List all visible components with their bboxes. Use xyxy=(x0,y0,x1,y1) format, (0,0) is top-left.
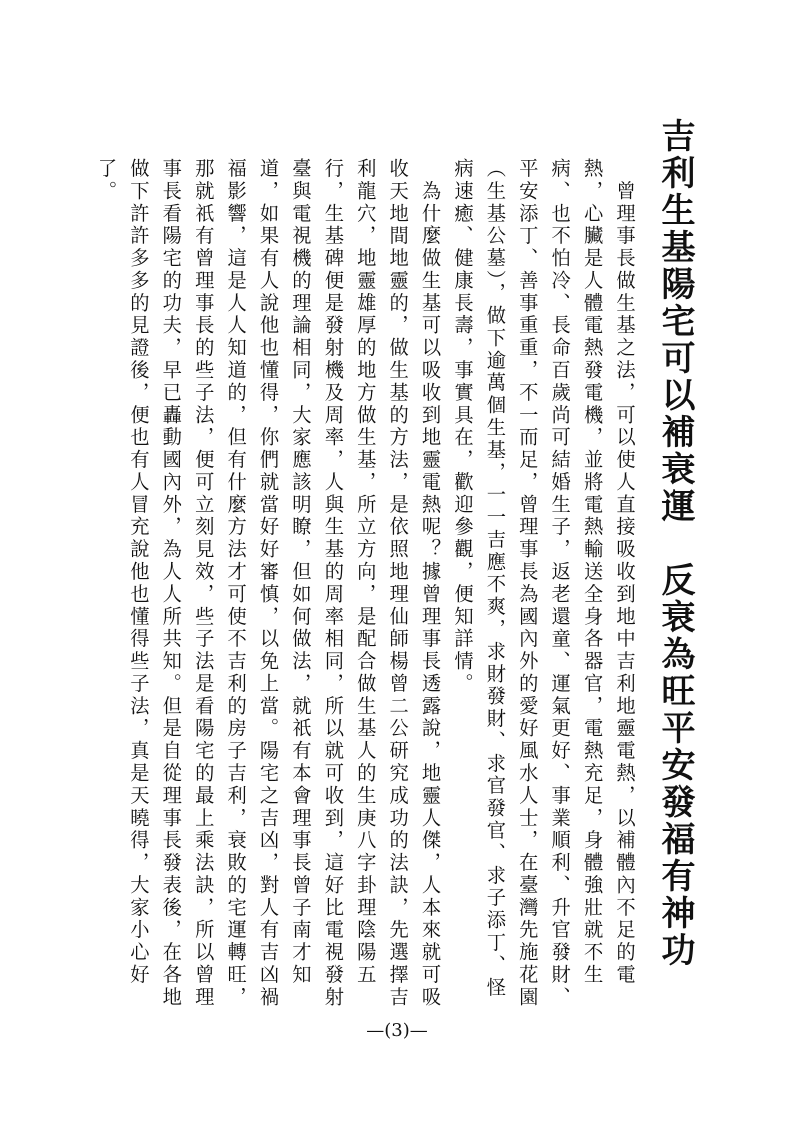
paragraph-1: 曾理事長做生基之法，可以使人直接吸收到地中吉利地靈電熱，以補體內不足的電熱，心臟是人體電熱發電機，並將電熱輸送全身各器官，電熱充足，身體強壯就不生病、也不怕冷、長命百歲尚可結婚生子，返老還童、運氣更好、事業順利、升官發財、平安添丁、善事重重，不一而足，曾理事長為國內外的愛好風水人士，在臺灣先施花園（生基公墓），做下逾萬個生基，一一吉應不爽，求財發財、求官發官、求子添丁、怪病速癒、健康長壽，事實具在，歡迎參觀，便知詳情。 xyxy=(450,158,636,1009)
page-number: —(3)— xyxy=(366,1020,428,1041)
paragraph-2: 為什麼做生基可以吸收到地靈電熱呢？據曾理事長透露說，地靈人傑，人本來就可吸收天地間地靈的，做生基的方法，是依照地理仙師楊曾二公研究成功的法訣，先選擇吉利龍穴，地靈雄厚的地方做生基，所立方向，是配合做生基人的生庚八字卦理陰陽五行，生基碑便是發射機及周率，人與生基的周率相同，所以就可收到，這好比電視發射臺與電視機的理論相同，大家應該明瞭，但如何做法，就祇有本會理事長曾子南才知道，如果有人說他也懂得，你們就當好好審慎，以免上當。陽宅之吉凶，對人有吉凶禍福影響，這是人人知道的，但有什麼方法才可使不吉利的房子吉利，衰敗的宅運轉旺，那就祇有曾理事長的些子法，便可立刻見效，些子法是看陽宅的最上乘法訣，所以曾理事長看陽宅的功夫，早已轟動國內外，為人人所共知。但是自從理事長發表後，在各地做下許許多多的見證後，便也有人冒充說他也懂得些子法，真是天曉得，大家小心好了。 xyxy=(94,158,442,1009)
page-title: 吉利生基陽宅可以補衰運 反衰為旺平安發福有神功 xyxy=(655,118,695,969)
article-body xyxy=(94,158,640,1018)
